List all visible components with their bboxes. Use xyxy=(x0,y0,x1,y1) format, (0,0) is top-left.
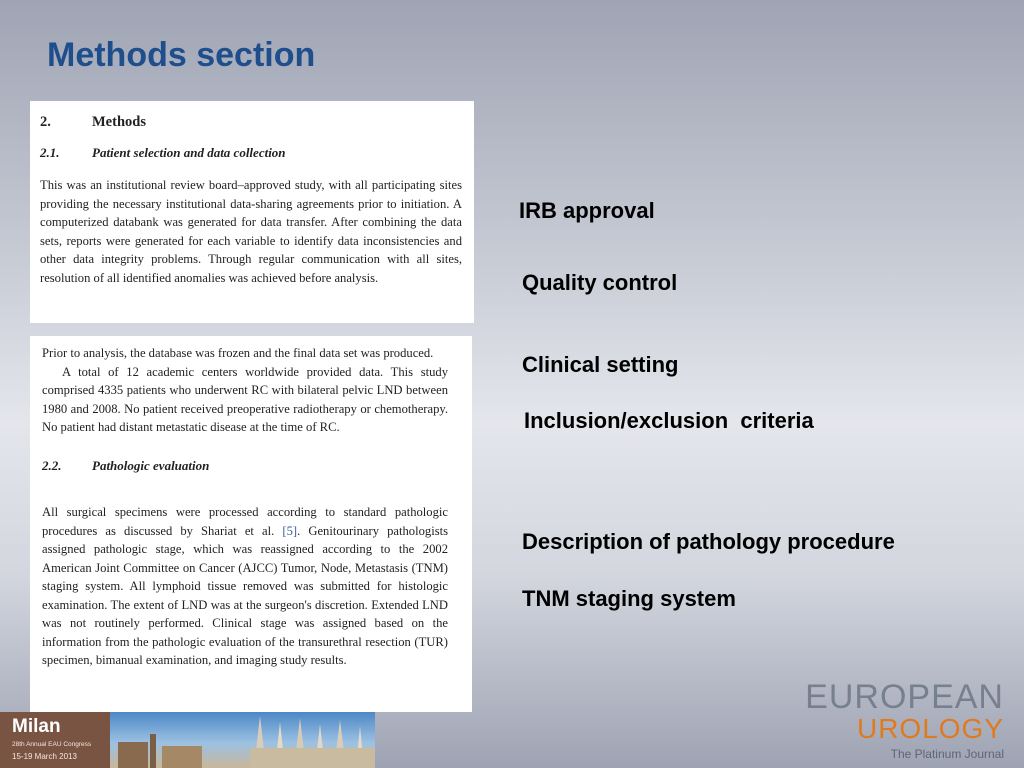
excerpt-paragraph: A total of 12 academic centers worldwide provided data. This study comprised 4335 patients who underwent RC with bilateral pelvic LND between 1980 and 2008. No patient received preoperative radiotherapy or chemotherapy. No patient had distant metastatic disease at the time of RC. xyxy=(42,364,448,434)
congress-name: 28th Annual EAU Congress xyxy=(12,741,92,748)
section-number: 2. xyxy=(40,114,51,130)
slide-title: Methods section xyxy=(47,36,316,74)
annotation-inclusion-exclusion: Inclusion/exclusion criteria xyxy=(524,408,814,433)
european-urology-logo xyxy=(805,680,1004,761)
excerpt-paragraph: Prior to analysis, the database was frozen and the final data set was produced. xyxy=(42,346,434,360)
milan-cityscape-image xyxy=(110,712,375,768)
subsection-title: Patient selection and data collection xyxy=(92,144,286,160)
methods-excerpt-top xyxy=(30,101,474,323)
congress-banner xyxy=(0,712,375,768)
methods-excerpt-bottom xyxy=(30,336,472,712)
logo-european: EUROPEAN xyxy=(805,678,1004,716)
annotation-quality-control: Quality control xyxy=(522,270,678,295)
subsection-title: Pathologic evaluation xyxy=(92,457,210,473)
logo-tagline: The Platinum Journal xyxy=(890,747,1004,761)
excerpt-paragraph xyxy=(42,503,448,670)
milan-congress-logo xyxy=(0,712,110,768)
milan-wordmark: Milan xyxy=(12,716,61,737)
logo-urology: UROLOGY xyxy=(856,713,1004,744)
cityscape-illustration xyxy=(110,712,375,768)
section-heading xyxy=(40,113,462,132)
annotation-tnm-staging: TNM staging system xyxy=(522,586,736,611)
subsection-number: 2.2. xyxy=(42,457,62,473)
paragraph-text-end: . Genitourinary pathologists assigned pathologic stage, which was reassigned according to the 2002 American Joint Committee on Cancer (AJCC) Tumor, Node, Metastasis (TNM) staging system. All lymphoid tissue removed was submitted for histologic examination. The extent of LND was at the surgeon's discretion. Extended LND was not routinely performed. Clinical stage was assigned based on the information from the pathologic evaluation of the transurethral resection (TUR) specimen, bimanual examination, and imaging study results. xyxy=(42,523,449,667)
congress-dates: 15-19 March 2013 xyxy=(12,752,77,761)
citation-link[interactable]: [5] xyxy=(282,523,298,538)
annotation-clinical-setting: Clinical setting xyxy=(522,352,679,377)
annotation-pathology-procedure: Description of pathology procedure xyxy=(522,529,895,554)
paragraph-text-start: All surgical specimens were processed according to standard pathologic procedures as discussed by Shariat et al. xyxy=(42,505,448,538)
section-title: Methods xyxy=(92,114,146,130)
subsection-number: 2.1. xyxy=(40,144,60,160)
excerpt-paragraph: This was an institutional review board–approved study, with all participating sites providing the necessary institutional data-sharing agreements prior to initiation. A computerized databank was generated for data transfer. After combining the data sets, reports were generated for each variable to identify data inconsistencies and other data integrity problems. Through regular communication with all sites, resolution of all identified anomalies was achieved before analysis. xyxy=(40,178,462,285)
subsection-heading xyxy=(42,457,448,476)
subsection-heading xyxy=(40,144,462,163)
annotation-irb-approval: IRB approval xyxy=(519,198,655,223)
